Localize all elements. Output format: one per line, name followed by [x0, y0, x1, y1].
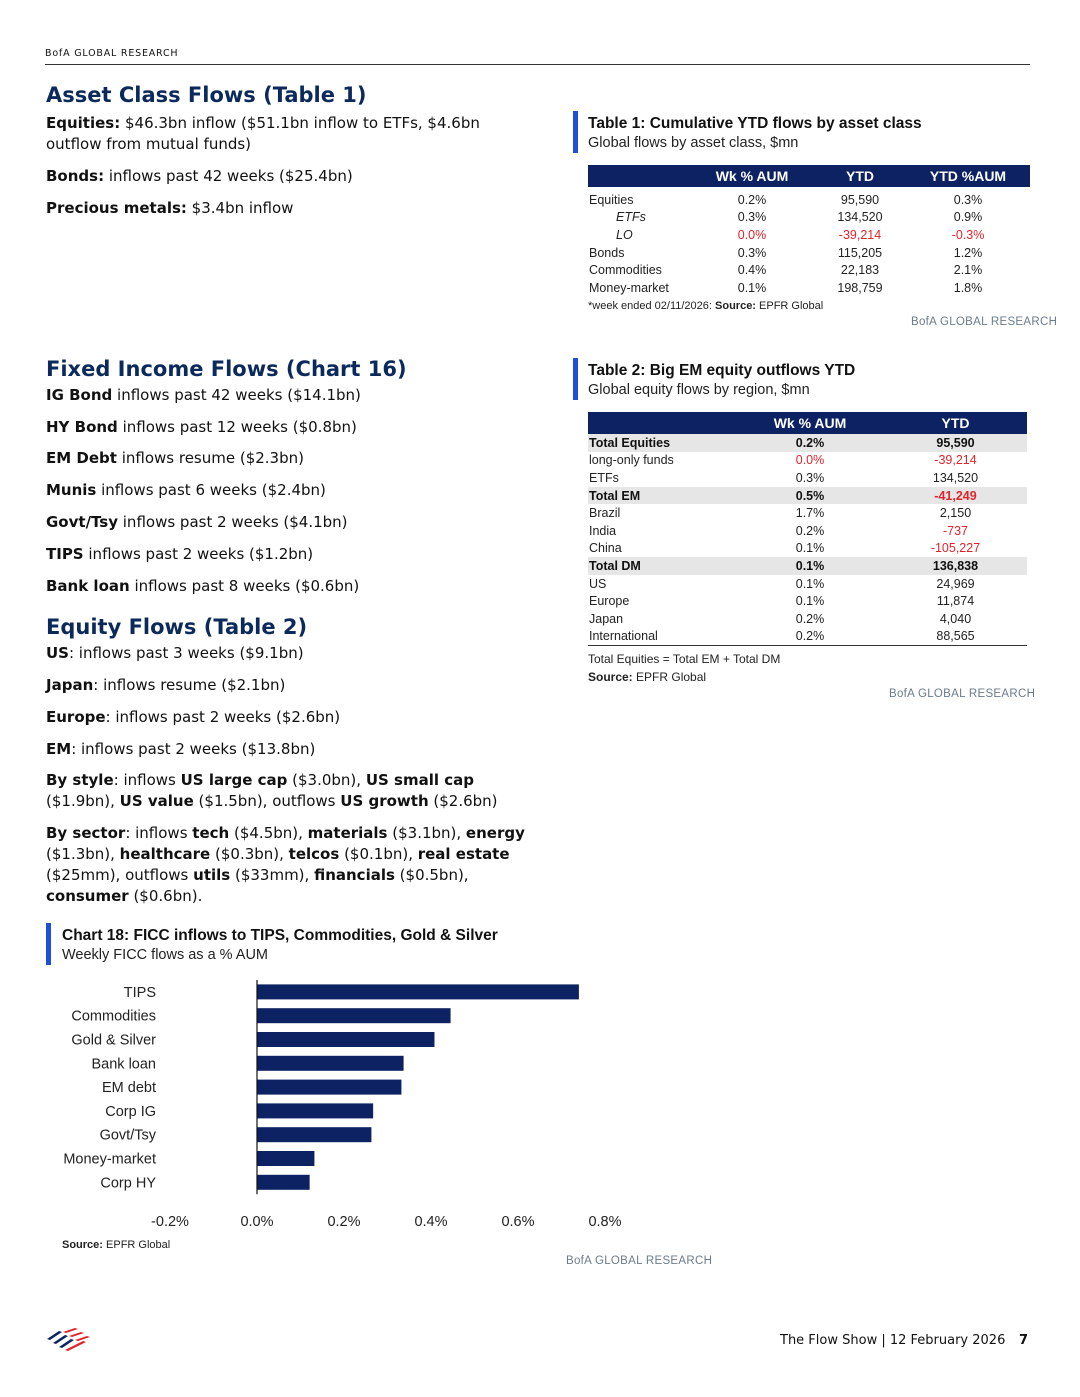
chart-source-label: Source:: [62, 1239, 103, 1251]
cell-ytd: -39,214: [934, 453, 977, 468]
row-label: Total Equities: [588, 434, 736, 452]
eq-item: [46, 675, 526, 696]
style-label: By style: [46, 771, 114, 789]
fi-item: [46, 385, 526, 406]
row-label: LO: [616, 227, 633, 242]
cell-wk: 0.0%: [737, 227, 767, 242]
sector-text: : inflows: [125, 824, 193, 842]
cell-ytdaum: -0.3%: [951, 227, 985, 242]
table2-title: Table 2: Big EM equity outflows YTD: [588, 362, 856, 379]
footer-publication: The Flow Show | 12 February 2026: [780, 1333, 1006, 1348]
row-label: Europe: [589, 594, 630, 609]
table2-source-text: EPFR Global: [632, 670, 707, 684]
chart-tick-label: 0.2%: [327, 1214, 361, 1230]
eq-style-para: [46, 770, 521, 812]
style-term: US large cap: [180, 771, 288, 789]
row-label: Brazil: [589, 506, 621, 521]
eq-item-text: : inflows past 3 weeks ($9.1bn): [68, 644, 304, 662]
cell-ytd: 134,520: [932, 470, 979, 485]
ficc-bar-chart: [40, 970, 640, 1230]
fi-item: [46, 544, 526, 565]
cell-ytd: 95,590: [840, 192, 880, 207]
fi-item-text: inflows resume ($2.3bn): [116, 449, 304, 467]
eq-item: [46, 739, 526, 760]
sector-term: materials: [307, 824, 388, 842]
cell-wk: 0.4%: [737, 263, 767, 278]
cell-ytd: 2,150: [939, 506, 972, 521]
cell-ytdaum: 1.2%: [953, 245, 983, 260]
table2-header: Wk % AUM: [736, 412, 884, 434]
asset-item-label: Precious metals:: [46, 199, 187, 217]
table-row: [588, 209, 1030, 227]
sector-text: ($25mm), outflows: [46, 866, 194, 884]
row-label: Total EM: [588, 487, 736, 505]
cell-ytd: -737: [942, 523, 969, 538]
chart-brand: BofA GLOBAL RESEARCH: [566, 1255, 713, 1267]
asset-item-label: Bonds:: [46, 167, 105, 185]
cell-ytd: 24,969: [936, 576, 975, 591]
footer-page-number: 7: [1019, 1333, 1029, 1348]
fi-item-text: inflows past 6 weeks ($2.4bn): [96, 481, 326, 499]
table-row: [588, 469, 1027, 487]
sector-term: tech: [192, 824, 230, 842]
chart-title: Chart 18: FICC inflows to TIPS, Commodities, Gold & Silver: [62, 927, 498, 944]
eq-item: [46, 643, 526, 664]
sector-term: energy: [465, 824, 525, 842]
fi-item-label: HY Bond: [46, 418, 118, 436]
cell-wk: 0.1%: [795, 594, 825, 609]
chart-category-label: Gold & Silver: [71, 1032, 156, 1049]
cell-ytdaum: 0.9%: [953, 210, 983, 225]
cell-ytd: 88,565: [936, 629, 975, 644]
style-term: US growth: [340, 792, 429, 810]
cell-wk: 0.2%: [795, 611, 825, 626]
table1-accent-bar: [573, 111, 578, 153]
fi-item: [46, 480, 526, 501]
fi-item-label: Bank loan: [46, 577, 130, 595]
chart-category-label: Money-market: [63, 1151, 156, 1168]
sector-text: ($3.1bn),: [387, 824, 466, 842]
row-label: ETFs: [589, 470, 619, 485]
cell-ytd: 136,838: [884, 557, 1027, 575]
table-row: [588, 575, 1027, 593]
eq-item-text: : inflows past 2 weeks ($2.6bn): [105, 708, 341, 726]
fi-item-label: TIPS: [46, 545, 84, 563]
sector-term: financials: [314, 866, 395, 884]
fi-item-text: inflows past 2 weeks ($1.2bn): [83, 545, 314, 563]
cell-ytdaum: 2.1%: [953, 263, 983, 278]
cell-wk: 0.1%: [795, 541, 825, 556]
cell-wk: 0.1%: [737, 280, 767, 295]
cell-wk: 0.3%: [795, 470, 825, 485]
chart-bar: [257, 1151, 314, 1166]
chart-tick-label: 0.4%: [414, 1214, 448, 1230]
table1-note-text: *week ended 02/11/2026:: [588, 300, 716, 312]
table2-subtitle: Global equity flows by region, $mn: [588, 382, 810, 398]
row-label: ETFs: [616, 210, 646, 225]
table-row: [588, 628, 1027, 646]
fi-item: [46, 417, 526, 438]
cell-ytd: -39,214: [838, 227, 882, 242]
table2-header-row: [588, 412, 1027, 434]
style-text: ($1.9bn),: [46, 792, 120, 810]
table1-header: Wk % AUM: [690, 165, 814, 187]
cell-ytd: 95,590: [884, 434, 1027, 452]
sector-label: By sector: [46, 824, 126, 842]
table-row: [588, 522, 1027, 540]
sector-text: ($0.6bn).: [128, 887, 203, 905]
row-label: India: [589, 523, 617, 538]
sector-term: utils: [193, 866, 231, 884]
chart-subtitle: Weekly FICC flows as a % AUM: [62, 947, 269, 963]
sector-text: ($4.5bn),: [229, 824, 308, 842]
table2-note: Total Equities = Total EM + Total DM: [588, 652, 781, 666]
table-row: [588, 261, 1030, 279]
chart-category-label: Bank loan: [91, 1056, 156, 1073]
chart-category-label: Corp IG: [105, 1103, 156, 1120]
table2-accent-bar: [573, 358, 578, 400]
cell-wk: 0.3%: [737, 210, 767, 225]
eq-item-label: US: [46, 644, 69, 662]
sector-term: real estate: [417, 845, 510, 863]
table1-header: [588, 165, 690, 187]
table-row: [588, 487, 1027, 505]
asset-section-title: Asset Class Flows (Table 1): [46, 83, 367, 107]
row-label: International: [589, 629, 658, 644]
fi-item-label: Govt/Tsy: [46, 513, 118, 531]
style-term: US small cap: [365, 771, 474, 789]
cell-wk: 0.2%: [736, 434, 884, 452]
chart-bar: [257, 1175, 310, 1190]
chart-accent-bar: [46, 923, 51, 965]
table1-source-label: Source:: [715, 300, 756, 312]
table-row: [588, 191, 1030, 209]
sector-text: ($33mm),: [230, 866, 315, 884]
cell-wk: 0.1%: [795, 576, 825, 591]
asset-item-label: Equities:: [46, 114, 121, 132]
cell-wk: 0.2%: [795, 629, 825, 644]
table-row: [588, 540, 1027, 558]
chart-bar: [257, 984, 579, 999]
table1-note: [588, 300, 823, 312]
fi-item: [46, 512, 526, 533]
header-brand: BofA GLOBAL RESEARCH: [45, 48, 179, 59]
cell-ytd: 4,040: [939, 611, 972, 626]
table-row: [588, 226, 1030, 244]
cell-wk: 0.0%: [795, 453, 825, 468]
bofa-flag-logo: [45, 1327, 91, 1353]
table2-brand: BofA GLOBAL RESEARCH: [889, 688, 1036, 700]
table-row: [588, 279, 1030, 297]
eq-item-label: Japan: [46, 676, 94, 694]
row-label: US: [589, 576, 607, 591]
table1-header: YTD %AUM: [906, 165, 1030, 187]
chart-category-label: Corp HY: [100, 1175, 156, 1192]
sector-text: ($0.1bn),: [339, 845, 418, 863]
eq-item-text: : inflows past 2 weeks ($13.8bn): [71, 740, 316, 758]
sector-text: ($1.3bn),: [46, 845, 120, 863]
fi-item-label: IG Bond: [46, 386, 113, 404]
cell-ytdaum: 0.3%: [953, 192, 983, 207]
sector-term: healthcare: [119, 845, 211, 863]
table1-source-text: EPFR Global: [755, 300, 824, 312]
table1-subtitle: Global flows by asset class, $mn: [588, 135, 799, 151]
fi-item-label: Munis: [46, 481, 97, 499]
table2-source: [588, 670, 706, 684]
row-label: China: [589, 541, 622, 556]
cell-wk: 0.5%: [736, 487, 884, 505]
equity-section-title: Equity Flows (Table 2): [46, 615, 308, 639]
eq-sector-para: [46, 823, 526, 907]
fi-item: [46, 448, 526, 469]
table-row: [588, 244, 1030, 262]
eq-item-text: : inflows resume ($2.1bn): [93, 676, 286, 694]
cell-wk: 0.1%: [736, 557, 884, 575]
chart-source-text: EPFR Global: [102, 1239, 171, 1251]
row-label: Bonds: [589, 245, 625, 260]
sector-text: ($0.3bn),: [210, 845, 289, 863]
eq-item-label: EM: [46, 740, 72, 758]
chart-bar: [257, 1032, 434, 1047]
chart-tick-label: -0.2%: [151, 1214, 189, 1230]
cell-ytd: 22,183: [840, 263, 880, 278]
cell-ytd: 11,874: [936, 594, 975, 609]
chart-category-label: EM debt: [102, 1080, 156, 1097]
style-text: ($2.6bn): [428, 792, 498, 810]
cell-ytd: -105,227: [930, 541, 981, 556]
fi-item-text: inflows past 8 weeks ($0.6bn): [129, 577, 360, 595]
chart-bar: [257, 1056, 404, 1071]
flag-stripes-blue: [47, 1331, 74, 1348]
asset-item-text: inflows past 42 weeks ($25.4bn): [104, 167, 353, 185]
chart-category-label: TIPS: [123, 984, 156, 1001]
chart-tick-label: 0.6%: [501, 1214, 535, 1230]
chart-tick-label: 0.8%: [588, 1214, 622, 1230]
chart-tick-label: 0.0%: [240, 1214, 274, 1230]
style-term: US value: [119, 792, 194, 810]
eq-item: [46, 707, 526, 728]
cell-ytd: 134,520: [837, 210, 883, 225]
asset-item-text: $46.3bn inflow ($51.1bn inflow to ETFs, $4.6bn outflow from mutual funds): [46, 114, 480, 153]
table-row: [588, 452, 1027, 470]
asset-bonds-para: [46, 166, 526, 187]
table2: [588, 412, 1027, 646]
table-row: [588, 504, 1027, 522]
style-text: : inflows: [113, 771, 181, 789]
style-text: ($3.0bn),: [287, 771, 366, 789]
chart-bar: [257, 1008, 451, 1023]
fi-item: [46, 576, 526, 597]
row-label: long-only funds: [589, 453, 674, 468]
asset-equities-para: [46, 113, 536, 155]
chart-bar: [257, 1127, 371, 1142]
row-label: Money-market: [589, 280, 669, 295]
style-text: ($1.5bn), outflows: [193, 792, 341, 810]
table-row: [588, 610, 1027, 628]
fi-item-label: EM Debt: [46, 449, 117, 467]
sector-term: telcos: [288, 845, 340, 863]
header-bar: [45, 48, 1030, 65]
cell-wk: 0.2%: [795, 523, 825, 538]
table-row: [588, 434, 1027, 452]
table-row: [588, 557, 1027, 575]
table2-header: YTD: [884, 412, 1027, 434]
table1-header: YTD: [814, 165, 906, 187]
fixed-income-section-title: Fixed Income Flows (Chart 16): [46, 357, 407, 381]
sector-term: consumer: [46, 887, 129, 905]
table1-brand: BofA GLOBAL RESEARCH: [911, 316, 1058, 328]
fi-item-text: inflows past 42 weeks ($14.1bn): [112, 386, 361, 404]
fi-item-text: inflows past 12 weeks ($0.8bn): [117, 418, 357, 436]
cell-wk: 1.7%: [795, 506, 825, 521]
chart-category-label: Commodities: [71, 1008, 156, 1025]
chart-bar: [257, 1080, 401, 1095]
table1-header-row: [588, 165, 1030, 187]
cell-wk: 0.2%: [737, 192, 767, 207]
fi-item-text: inflows past 2 weeks ($4.1bn): [118, 513, 348, 531]
cell-wk: 0.3%: [737, 245, 767, 260]
table1: [588, 165, 1030, 297]
eq-item-label: Europe: [46, 708, 106, 726]
flag-stripes-red: [63, 1328, 90, 1351]
cell-ytd: 198,759: [837, 280, 883, 295]
chart-source: [62, 1239, 170, 1251]
cell-ytdaum: 1.8%: [953, 280, 983, 295]
row-label: Total DM: [588, 557, 736, 575]
table2-header: [588, 412, 736, 434]
cell-ytd: -41,249: [884, 487, 1027, 505]
cell-ytd: 115,205: [837, 245, 883, 260]
chart-category-label: Govt/Tsy: [99, 1127, 156, 1144]
row-label: Japan: [589, 611, 624, 626]
sector-text: ($0.5bn),: [394, 866, 469, 884]
table1-title: Table 1: Cumulative YTD flows by asset class: [588, 115, 922, 132]
chart-bar: [257, 1103, 373, 1118]
table-row: [588, 592, 1027, 610]
row-label: Commodities: [589, 263, 662, 278]
row-label: Equities: [589, 192, 634, 207]
asset-item-text: $3.4bn inflow: [186, 199, 294, 217]
table2-source-label: Source:: [588, 670, 633, 684]
asset-metals-para: [46, 198, 526, 219]
